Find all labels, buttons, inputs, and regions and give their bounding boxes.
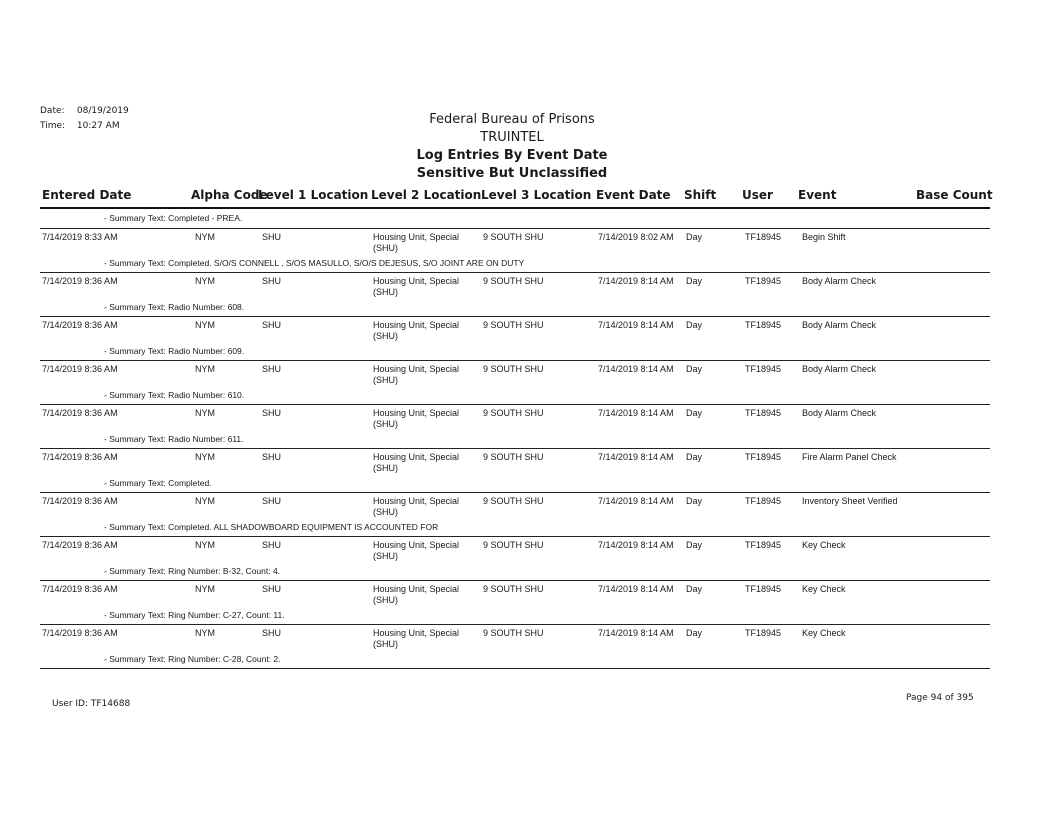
user-cell: TF18945 <box>745 232 782 242</box>
summary-text: - Summary Text: Radio Number: 610. <box>104 390 245 400</box>
event-cell: Body Alarm Check <box>802 320 877 330</box>
level2-location-cell: Housing Unit, Special (SHU) <box>373 540 460 561</box>
col-event-date: Event Date <box>596 188 671 202</box>
level1-location-cell: SHU <box>262 628 282 638</box>
event-cell: Body Alarm Check <box>802 408 877 418</box>
summary-text: - Summary Text: Ring Number: C-27, Count: 11. <box>104 610 285 620</box>
col-base-count: Base Count <box>916 188 993 202</box>
level1-location-cell: SHU <box>262 232 282 242</box>
col-level2-location: Level 2 Location <box>371 188 482 202</box>
user-cell: TF18945 <box>745 408 782 418</box>
level1-location-cell: SHU <box>262 320 282 330</box>
level3-location-cell: 9 SOUTH SHU <box>483 364 544 374</box>
event-cell: Key Check <box>802 540 846 550</box>
summary-text: - Summary Text: Radio Number: 609. <box>104 346 245 356</box>
event-date-cell: 7/14/2019 8:14 AM <box>598 628 674 638</box>
col-entered-date: Entered Date <box>42 188 132 202</box>
row-divider <box>40 360 990 361</box>
user-cell: TF18945 <box>745 628 782 638</box>
level3-location-cell: 9 SOUTH SHU <box>483 320 544 330</box>
level2-location-cell: Housing Unit, Special (SHU) <box>373 276 460 297</box>
header-rule <box>40 207 990 209</box>
event-cell: Body Alarm Check <box>802 276 877 286</box>
entered-date-cell: 7/14/2019 8:36 AM <box>42 320 118 330</box>
date-label: Date: <box>40 106 65 116</box>
alpha-code-cell: NYM <box>195 452 215 462</box>
alpha-code-cell: NYM <box>195 276 215 286</box>
event-date-cell: 7/14/2019 8:14 AM <box>598 276 674 286</box>
row-divider <box>40 404 990 405</box>
top-summary: - Summary Text: Completed - PREA. <box>104 213 243 223</box>
level1-location-cell: SHU <box>262 276 282 286</box>
user-id-value: TF14688 <box>90 699 131 709</box>
alpha-code-cell: NYM <box>195 540 215 550</box>
event-cell: Begin Shift <box>802 232 846 242</box>
level2-location-cell: Housing Unit, Special (SHU) <box>373 232 460 253</box>
entered-date-cell: 7/14/2019 8:36 AM <box>42 408 118 418</box>
report-title: Log Entries By Event Date <box>416 148 608 163</box>
summary-text: - Summary Text: Radio Number: 608. <box>104 302 245 312</box>
row-divider <box>40 536 990 537</box>
entered-date-cell: 7/14/2019 8:36 AM <box>42 496 118 506</box>
col-shift: Shift <box>684 188 717 202</box>
user-cell: TF18945 <box>745 584 782 594</box>
col-level1-location: Level 1 Location <box>258 188 369 202</box>
date-value: 08/19/2019 <box>76 106 129 116</box>
level2-location-cell: Housing Unit, Special (SHU) <box>373 584 460 605</box>
summary-text: - Summary Text: Radio Number: 611. <box>104 434 244 444</box>
page-number: Page 94 of 395 <box>906 693 974 703</box>
user-cell: TF18945 <box>745 276 782 286</box>
shift-cell: Day <box>686 452 703 462</box>
classification: Sensitive But Unclassified <box>416 166 608 181</box>
event-cell: Key Check <box>802 584 846 594</box>
level1-location-cell: SHU <box>262 408 282 418</box>
system-name: TRUINTEL <box>480 130 544 145</box>
summary-text: - Summary Text: Completed. S/O/S CONNELL , S/OS MASULLO, S/O/S DEJESUS, S/O JOINT ARE ON DUTY <box>104 258 525 268</box>
shift-cell: Day <box>686 364 703 374</box>
alpha-code-cell: NYM <box>195 364 215 374</box>
shift-cell: Day <box>686 408 703 418</box>
entered-date-cell: 7/14/2019 8:36 AM <box>42 364 118 374</box>
alpha-code-cell: NYM <box>195 320 215 330</box>
level2-location-cell: Housing Unit, Special (SHU) <box>373 628 460 649</box>
row-divider <box>40 580 990 581</box>
entered-date-cell: 7/14/2019 8:36 AM <box>42 584 118 594</box>
alpha-code-cell: NYM <box>195 496 215 506</box>
level2-location-cell: Housing Unit, Special (SHU) <box>373 496 460 517</box>
level3-location-cell: 9 SOUTH SHU <box>483 232 544 242</box>
time-value: 10:27 AM <box>76 121 120 131</box>
report-header <box>362 111 662 183</box>
row-divider <box>40 492 990 493</box>
level3-location-cell: 9 SOUTH SHU <box>483 276 544 286</box>
report-date <box>40 106 129 116</box>
shift-cell: Day <box>686 584 703 594</box>
alpha-code-cell: NYM <box>195 408 215 418</box>
level1-location-cell: SHU <box>262 364 282 374</box>
level2-location-cell: Housing Unit, Special (SHU) <box>373 452 460 473</box>
shift-cell: Day <box>686 232 703 242</box>
event-date-cell: 7/14/2019 8:14 AM <box>598 364 674 374</box>
entered-date-cell: 7/14/2019 8:36 AM <box>42 628 118 638</box>
event-cell: Body Alarm Check <box>802 364 877 374</box>
user-cell: TF18945 <box>745 320 782 330</box>
summary-text: - Summary Text: Completed. ALL SHADOWBOARD EQUIPMENT IS ACCOUNTED FOR <box>104 522 439 532</box>
shift-cell: Day <box>686 628 703 638</box>
entered-date-cell: 7/14/2019 8:36 AM <box>42 540 118 550</box>
level1-location-cell: SHU <box>262 496 282 506</box>
alpha-code-cell: NYM <box>195 628 215 638</box>
level3-location-cell: 9 SOUTH SHU <box>483 408 544 418</box>
row-divider <box>40 448 990 449</box>
alpha-code-cell: NYM <box>195 584 215 594</box>
event-cell: Fire Alarm Panel Check <box>802 452 897 462</box>
level1-location-cell: SHU <box>262 540 282 550</box>
event-date-cell: 7/14/2019 8:02 AM <box>598 232 674 242</box>
event-date-cell: 7/14/2019 8:14 AM <box>598 496 674 506</box>
shift-cell: Day <box>686 496 703 506</box>
level2-location-cell: Housing Unit, Special (SHU) <box>373 364 460 385</box>
event-cell: Inventory Sheet Verified <box>802 496 898 506</box>
row-divider <box>40 228 990 229</box>
summary-text: - Summary Text: Completed. <box>104 478 212 488</box>
entered-date-cell: 7/14/2019 8:36 AM <box>42 276 118 286</box>
level1-location-cell: SHU <box>262 584 282 594</box>
event-date-cell: 7/14/2019 8:14 AM <box>598 584 674 594</box>
row-divider <box>40 272 990 273</box>
shift-cell: Day <box>686 276 703 286</box>
level2-location-cell: Housing Unit, Special (SHU) <box>373 320 460 341</box>
user-cell: TF18945 <box>745 452 782 462</box>
summary-text: - Summary Text: Ring Number: B-32, Count: 4. <box>104 566 281 576</box>
col-user: User <box>742 188 773 202</box>
event-date-cell: 7/14/2019 8:14 AM <box>598 320 674 330</box>
user-cell: TF18945 <box>745 364 782 374</box>
alpha-code-cell: NYM <box>195 232 215 242</box>
entered-date-cell: 7/14/2019 8:36 AM <box>42 452 118 462</box>
footer-user-id <box>52 699 130 709</box>
time-label: Time: <box>40 121 66 131</box>
level3-location-cell: 9 SOUTH SHU <box>483 496 544 506</box>
event-date-cell: 7/14/2019 8:14 AM <box>598 540 674 550</box>
col-level3-location: Level 3 Location <box>481 188 592 202</box>
row-divider <box>40 624 990 625</box>
level2-location-cell: Housing Unit, Special (SHU) <box>373 408 460 429</box>
entered-date-cell: 7/14/2019 8:33 AM <box>42 232 118 242</box>
row-divider <box>40 668 990 669</box>
level3-location-cell: 9 SOUTH SHU <box>483 540 544 550</box>
col-event: Event <box>798 188 837 202</box>
col-alpha-code: Alpha Code <box>191 188 268 202</box>
report-time <box>40 121 120 131</box>
org-name: Federal Bureau of Prisons <box>429 112 595 127</box>
event-date-cell: 7/14/2019 8:14 AM <box>598 408 674 418</box>
user-id-label: User ID: <box>52 699 88 709</box>
level1-location-cell: SHU <box>262 452 282 462</box>
shift-cell: Day <box>686 320 703 330</box>
user-cell: TF18945 <box>745 496 782 506</box>
level3-location-cell: 9 SOUTH SHU <box>483 628 544 638</box>
summary-text: - Summary Text: Ring Number: C-28, Count: 2. <box>104 654 281 664</box>
event-date-cell: 7/14/2019 8:14 AM <box>598 452 674 462</box>
row-divider <box>40 316 990 317</box>
level3-location-cell: 9 SOUTH SHU <box>483 452 544 462</box>
level3-location-cell: 9 SOUTH SHU <box>483 584 544 594</box>
shift-cell: Day <box>686 540 703 550</box>
user-cell: TF18945 <box>745 540 782 550</box>
event-cell: Key Check <box>802 628 846 638</box>
